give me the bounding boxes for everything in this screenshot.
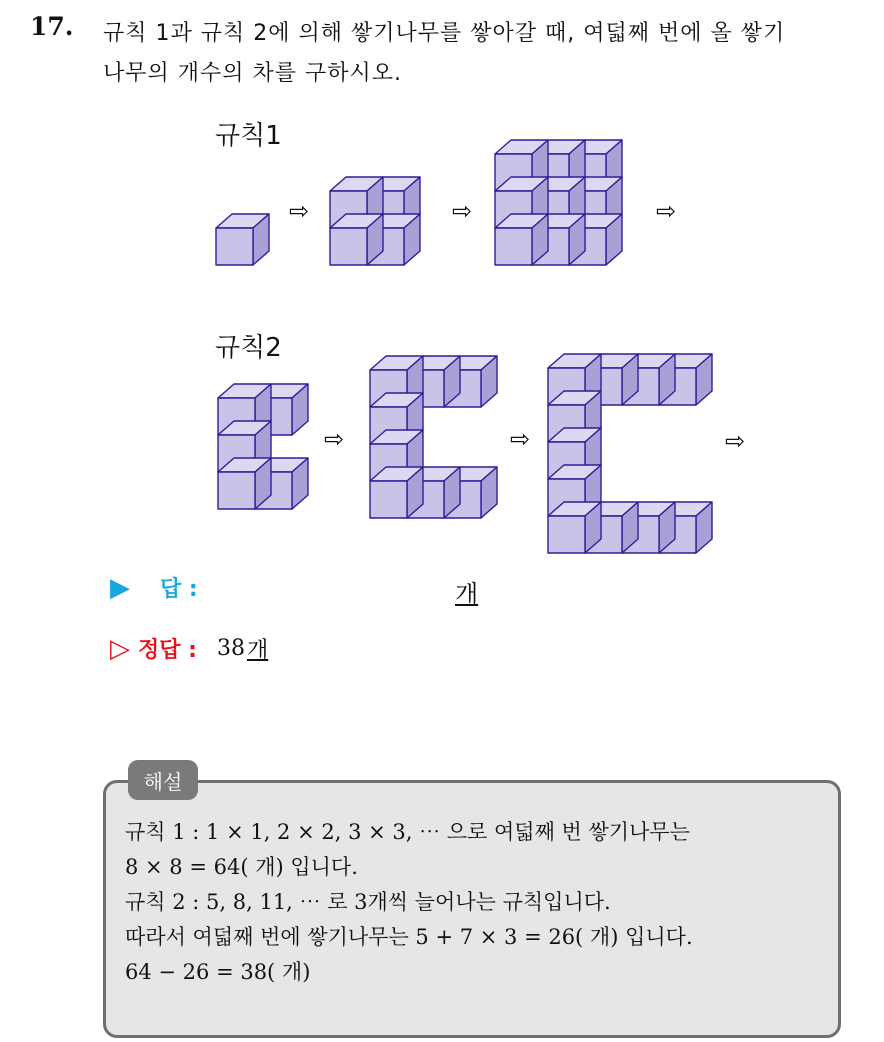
cube-block bbox=[370, 467, 423, 518]
explanation-line: 규칙 2 : 5, 8, 11, ⋯ 로 3개씩 늘어나는 규칙입니다. bbox=[125, 890, 611, 914]
answer-unit: 개 bbox=[455, 580, 479, 608]
cube-front-face bbox=[548, 516, 585, 553]
answer-label: 답 : bbox=[160, 577, 198, 602]
cube-block bbox=[330, 214, 383, 265]
next-arrow-icon: ⇨ bbox=[509, 425, 531, 453]
rule1-label: 규칙1 bbox=[215, 121, 282, 151]
next-arrow-icon: ⇨ bbox=[724, 427, 746, 455]
cube-front-face bbox=[216, 228, 253, 265]
explanation-line: 따라서 여덟째 번에 쌓기나무는 5 + 7 × 3 = 26( 개) 입니다. bbox=[125, 925, 693, 949]
correct-answer-row bbox=[110, 633, 268, 664]
explanation-tag: 해설 bbox=[128, 760, 198, 800]
cube-front-face bbox=[330, 228, 367, 265]
next-arrow-icon: ⇨ bbox=[451, 197, 473, 225]
answer-row bbox=[110, 572, 198, 603]
correct-label: 정답 : bbox=[138, 638, 197, 663]
cube-block bbox=[216, 214, 269, 265]
cube-block bbox=[218, 458, 271, 509]
explanation-line: 64 − 26 = 38( 개) bbox=[125, 960, 311, 984]
next-arrow-icon: ⇨ bbox=[288, 197, 310, 225]
question-number: 17. bbox=[30, 12, 74, 41]
cube-front-face bbox=[218, 472, 255, 509]
explanation-text bbox=[125, 815, 693, 990]
cube-block bbox=[495, 214, 548, 265]
rule2-label: 규칙2 bbox=[215, 333, 282, 363]
correct-value: 38 bbox=[216, 636, 245, 661]
correct-unit: 개 bbox=[246, 638, 269, 663]
cube-front-face bbox=[370, 481, 407, 518]
explanation-line: 8 × 8 = 64( 개) 입니다. bbox=[125, 855, 358, 879]
question-line-2: 나무의 개수의 차를 구하시오. bbox=[103, 61, 402, 86]
question-line-1: 규칙 1과 규칙 2에 의해 쌓기나무를 쌓아갈 때, 여덟째 번에 올 쌓기 bbox=[103, 21, 786, 46]
next-arrow-icon: ⇨ bbox=[323, 425, 345, 453]
next-arrow-icon: ⇨ bbox=[655, 197, 677, 225]
correct-arrow-icon: ▷ bbox=[110, 633, 130, 664]
cube-front-face bbox=[495, 228, 532, 265]
cube-block bbox=[548, 502, 601, 553]
explanation-line: 규칙 1 : 1 × 1, 2 × 2, 3 × 3, ⋯ 으로 여덟째 번 쌓기나무는 bbox=[125, 820, 690, 844]
answer-arrow-icon: ▶ bbox=[110, 572, 130, 603]
